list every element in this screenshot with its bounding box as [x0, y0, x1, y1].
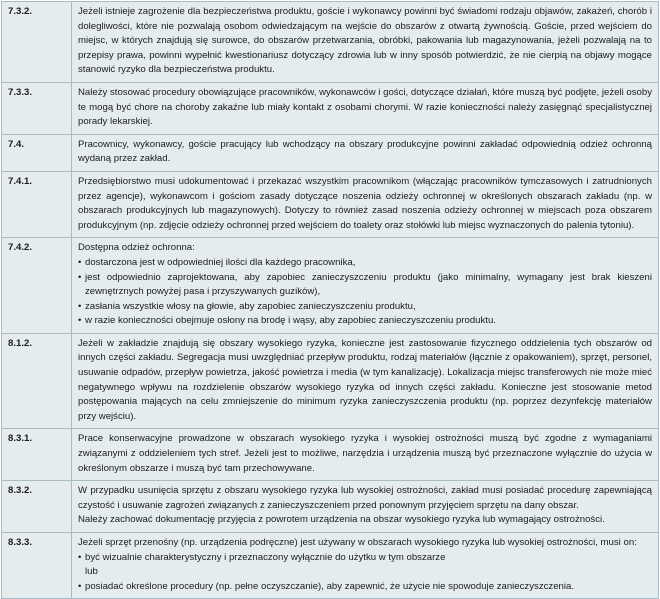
clause-number: 8.1.2.: [2, 333, 72, 429]
table-row: [2, 238, 659, 334]
clause-number: 7.4.2.: [2, 238, 72, 334]
clause-number: 8.3.3.: [2, 533, 72, 599]
clause-text: Jeżeli w zakładzie znajdują się obszary wysokiego ryzyka, konieczne jest zastosowanie fizycznego oddzielenia tych obszarów od innych części zakładu. Segregacja musi uwzględniać przepływ produktu, rodzaj materiałów (łącznie z opakowaniem), sprzęt, personel, usuwanie odpadów, przepływ powietrza, jakość powietrza i media (w tym kanalizację). Lokalizacja miejsc transferowych nie może mieć negatywnego wpływu na rozdzielenie obszarów wysokiego ryzyka od innych części zakładu. Konieczne jest stosowanie metod postępowania mających na celu zmniejszenie do minimum ryzyka zanieczyszczenia produktu (np. poprzez dezynfekcję materiałów przy wejściu).: [72, 333, 659, 429]
clause-text: Prace konserwacyjne prowadzone w obszarach wysokiego ryzyka i wysokiej ostrożności muszą być zgodne z wymaganiami związanymi z oddzieleniem tych stref. Jeżeli jest to możliwe, narzędzia i urządzenia muszą być przeznaczone wyłącznie do użycia w określonym obszarze i muszą być tam przechowywane.: [72, 429, 659, 481]
bullet-list: [78, 580, 652, 595]
clause-body: [72, 481, 659, 533]
clause-number: 8.3.2.: [2, 481, 72, 533]
clause-number: 7.3.3.: [2, 82, 72, 134]
table-row: [2, 82, 659, 134]
bullet-item: • być wizualnie charakterystyczny i przeznaczony wyłącznie do użytku w tym obszarze: [78, 551, 652, 566]
clause-text: W przypadku usunięcia sprzętu z obszaru wysokiego ryzyka lub wysokiej ostrożności, zakład musi posiadać procedurę zapewniającą czystość i usuwanie zagrożeń związanych z zanieczyszczeniem przed ponownym przyjęciem sprzętu na dany obszar.: [78, 485, 652, 511]
table-row: [2, 333, 659, 429]
table-row: [2, 171, 659, 237]
clause-text: Pracownicy, wykonawcy, goście pracujący lub wchodzący na obszary produkcyjne powinni zakładać odpowiednią odzież ochronną wydaną przez zakład.: [72, 134, 659, 171]
bullet-item: • zasłania wszystkie włosy na głowie, aby zapobiec zanieczyszczeniu produktu,: [78, 300, 652, 315]
table-row: [2, 429, 659, 481]
table-row: [2, 134, 659, 171]
clause-text-note: Należy zachować dokumentację przyjęcia z powrotem urządzenia na obszar wysokiego ryzyka lub wymagający ostrożności.: [78, 514, 605, 526]
clause-number: 8.3.1.: [2, 429, 72, 481]
bullet-list: [78, 256, 652, 329]
clause-number: 7.4.1.: [2, 171, 72, 237]
clause-text: Przedsiębiorstwo musi udokumentować i przekazać wszystkim pracownikom (włączając pracowników tymczasowych i zatrudnionych przez agencje), wykonawcom i gościom zasady dotyczące noszenia odzieży ochronnej w określonych obszarach zakładu (np. w obszarach produkcyjnych lub magazynowych). Dotyczy to również zasad noszenia odzieży ochronnej w miejscach poza obszarem produkcyjnym (np. zdjęcie odzieży ochronnej przed wejściem do toalety oraz stołówki lub miejsc wyznaczonych do palenia tytoniu).: [72, 171, 659, 237]
clause-number: 7.3.2.: [2, 2, 72, 83]
clause-intro: Jeżeli sprzęt przenośny (np. urządzenia podręczne) jest używany w obszarach wysokiego ryzyka lub wysokiej ostrożności, musi on:: [78, 537, 637, 548]
bullet-list: [78, 551, 652, 566]
bullet-item: • dostarczona jest w odpowiedniej ilości dla każdego pracownika,: [78, 256, 652, 271]
bullet-item: • posiadać określone procedury (np. pełne oczyszczanie), aby zapewnić, że użycie nie spowoduje zanieczyszczenia.: [78, 580, 652, 595]
clause-text: Należy stosować procedury obowiązujące pracowników, wykonawców i gości, dotyczące działań, które muszą być podjęte, jeżeli osoby te mogą być chore na choroby zakaźne lub miały kontakt z osobami chorymi. W razie konieczności należy zasięgnąć specjalistycznej porady lekarskiej.: [72, 82, 659, 134]
clause-number: 7.4.: [2, 134, 72, 171]
clause-connector: lub: [85, 566, 98, 578]
clause-body: [72, 238, 659, 334]
requirements-table: [1, 1, 659, 599]
bullet-item: • w razie konieczności obejmuje osłony na brodę i wąsy, aby zapobiec zanieczyszczeniu produktu.: [78, 314, 652, 329]
table-row: [2, 2, 659, 83]
table-row: [2, 481, 659, 533]
clause-text: Jeżeli istnieje zagrożenie dla bezpieczeństwa produktu, goście i wykonawcy powinni być świadomi rodzaju objawów, zakażeń, chorób i dolegliwości, które nie pozwalają osobom odwiedzającym na wejście do obszarów z otwartą żywnością. Goście, przed wejściem do miejsc, w których znajdują się surowce, do obszarów przetwarzania, obróbki, pakowania lub magazynowania, jeżeli pozwalają na to przepisy prawa, powinni wypełnić kwestionariusz dotyczący zdrowia lub w inny sposób potwierdzić, że nie cierpią na objawy mogące stanowić ryzyko dla bezpieczeństwa produktu.: [72, 2, 659, 83]
clause-intro: Dostępna odzież ochronna:: [78, 242, 195, 254]
bullet-item: • jest odpowiednio zaprojektowana, aby zapobiec zanieczyszczeniu produktu (jako minimalny, wymagany jest brak kieszeni zewnętrznych powyżej pasa i przyszywanych guzików),: [78, 271, 652, 300]
